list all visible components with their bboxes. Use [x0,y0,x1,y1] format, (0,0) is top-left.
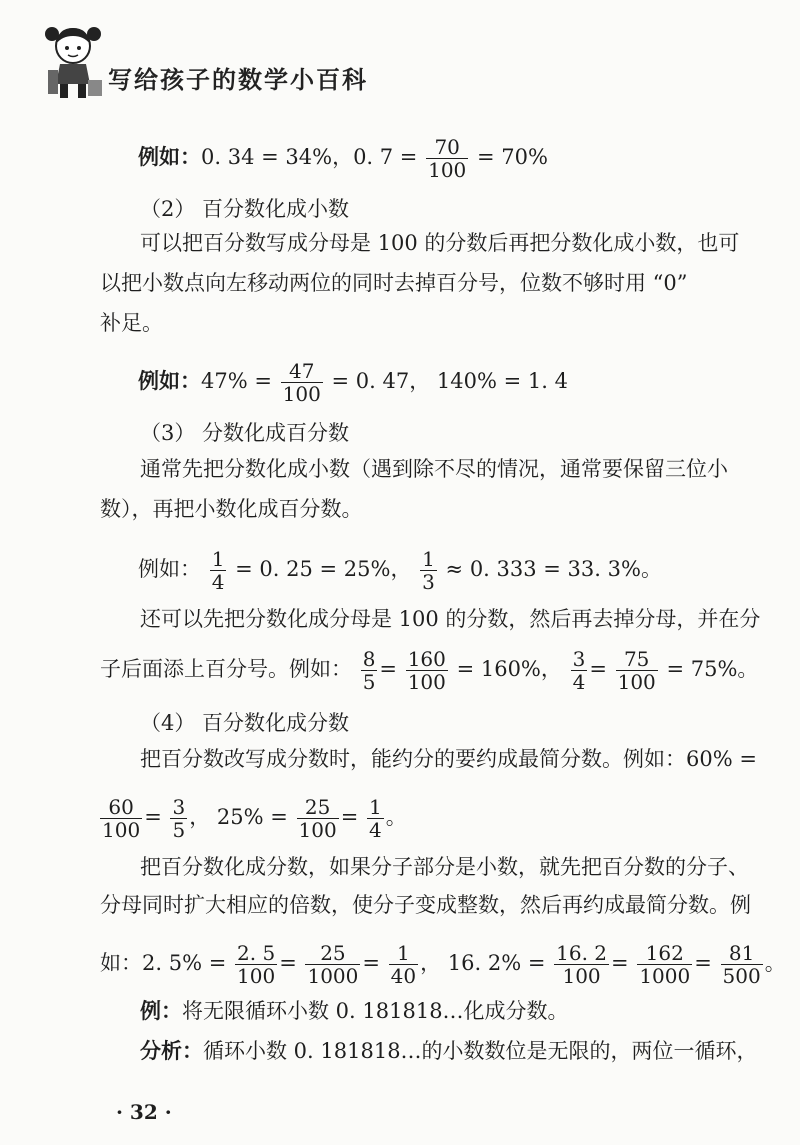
section-title-2: （2） 百分数化成小数 [140,197,350,221]
example-line-4: 子后面添上百分号。例如： $\frac{8}{5}$ = $\frac{160}{100}$ = 160%， $\frac{3}{4}$ = $\frac{75}{100}$ = 75%。 [100,647,759,694]
fraction: $\frac{25}{1000}$ [307,941,359,988]
fraction: $\frac{1}{40}$ [390,941,417,988]
paragraph-line: 通常先把分数化成小数（遇到除不尽的情况，通常要保留三位小 [140,457,728,481]
paragraph-line: 把百分数化成分数，如果分子部分是小数，就先把百分数的分子、 [140,855,749,879]
period: 。 [385,805,407,829]
period: 。 [764,951,786,975]
fraction: $\frac{16. 2}{100}$ [556,941,608,988]
fraction: $\frac{8}{5}$ [362,647,376,694]
example-line-6: 如：2. 5% = $\frac{2. 5}{100}$ = $\frac{25}{1000}$ = $\frac{1}{40}$ ， 16. 2% = $\frac{16. 2}{100}$ = $\frac{162}{1000}$ = $\frac{81}{500}$ 。 [100,941,786,988]
fraction: $\frac{1}{3}$ [422,547,435,594]
separator: ， [332,145,354,169]
expr: ， 25% = [189,805,288,829]
fraction: $\frac{70}{100}$ [428,135,467,182]
paragraph-line: 补足。 [100,311,163,335]
period: 。 [640,557,662,581]
fraction: $\frac{81}{500}$ [722,941,761,988]
example-label: 例如： [138,368,201,393]
paragraph-line: 以把小数点向左移动两位的同时去掉百分号，位数不够时用 “0” [100,271,688,295]
example-label: 例如： [138,557,201,581]
fraction: $\frac{60}{100}$ [102,795,141,842]
fraction: $\frac{1}{4}$ [368,795,382,842]
text: 将无限循环小数 0. 181818…化成分数。 [182,999,569,1023]
example-line-1 [138,136,548,181]
period: 。 [737,657,759,681]
expr: ≈ 0. 333 = 33. 3% [445,557,641,581]
expr: 47% = [201,369,272,393]
expr: 如：2. 5% = [100,951,227,975]
analysis-line [140,1036,758,1066]
paragraph-line: 分母同时扩大相应的倍数，使分子变成整数，然后再约成最简分数。例 [100,893,751,917]
fraction: $\frac{160}{100}$ [407,647,446,694]
paragraph-line: 把百分数改写成分数时，能约分的要约成最简分数。例如：60% = [140,747,757,771]
example-label: 例如： [138,144,201,169]
section-title-3: （3） 分数化成百分数 [140,421,350,445]
separator: ， [390,557,412,581]
text: 子后面添上百分号。例如： [100,657,352,681]
fraction: $\frac{2. 5}{100}$ [237,941,276,988]
page-number: · 32 · [116,1100,172,1124]
girl-mascot-icon [40,22,106,106]
fraction: $\frac{162}{1000}$ [639,941,691,988]
expr: = 0. 25 = 25% [235,557,391,581]
expr: 0. 7 = [353,145,418,169]
fraction: $\frac{75}{100}$ [617,647,656,694]
analysis-label: 分析： [140,1038,203,1063]
fraction: $\frac{3}{5}$ [172,795,186,842]
paragraph-line: 可以把百分数写成分母是 100 的分数后再把分数化成小数，也可 [140,231,740,255]
example-line-2 [138,360,568,405]
expr: = 0. 47， 140% = 1. 4 [331,369,568,393]
expr: ， 16. 2% = [420,951,546,975]
example-line-3 [138,548,662,593]
expr: = 70% [476,145,548,169]
book-title: 写给孩子的数学小百科 [108,66,368,94]
text: 循环小数 0. 181818…的小数数位是无限的，两位一循环， [203,1039,758,1063]
fraction: $\frac{25}{100}$ [298,795,337,842]
separator: ， [540,657,562,681]
example-problem [140,996,569,1026]
fraction: $\frac{3}{4}$ [572,647,586,694]
expr: = 75% [666,657,738,681]
section-title-4: （4） 百分数化成分数 [140,711,350,735]
fraction: $\frac{1}{4}$ [211,547,225,594]
paragraph-line: 数），再把小数化成百分数。 [100,497,363,521]
example-line-5: $\frac{60}{100}$ = $\frac{3}{5}$ ， 25% = $\frac{25}{100}$ = $\frac{1}{4}$ 。 [102,795,407,842]
paragraph-line: 还可以先把分数化成分母是 100 的分数，然后再去掉分母，并在分 [140,607,761,631]
expr: 0. 34 = 34% [201,145,333,169]
example-label: 例： [140,998,182,1023]
fraction: $\frac{47}{100}$ [282,359,321,406]
expr: = 160% [456,657,541,681]
